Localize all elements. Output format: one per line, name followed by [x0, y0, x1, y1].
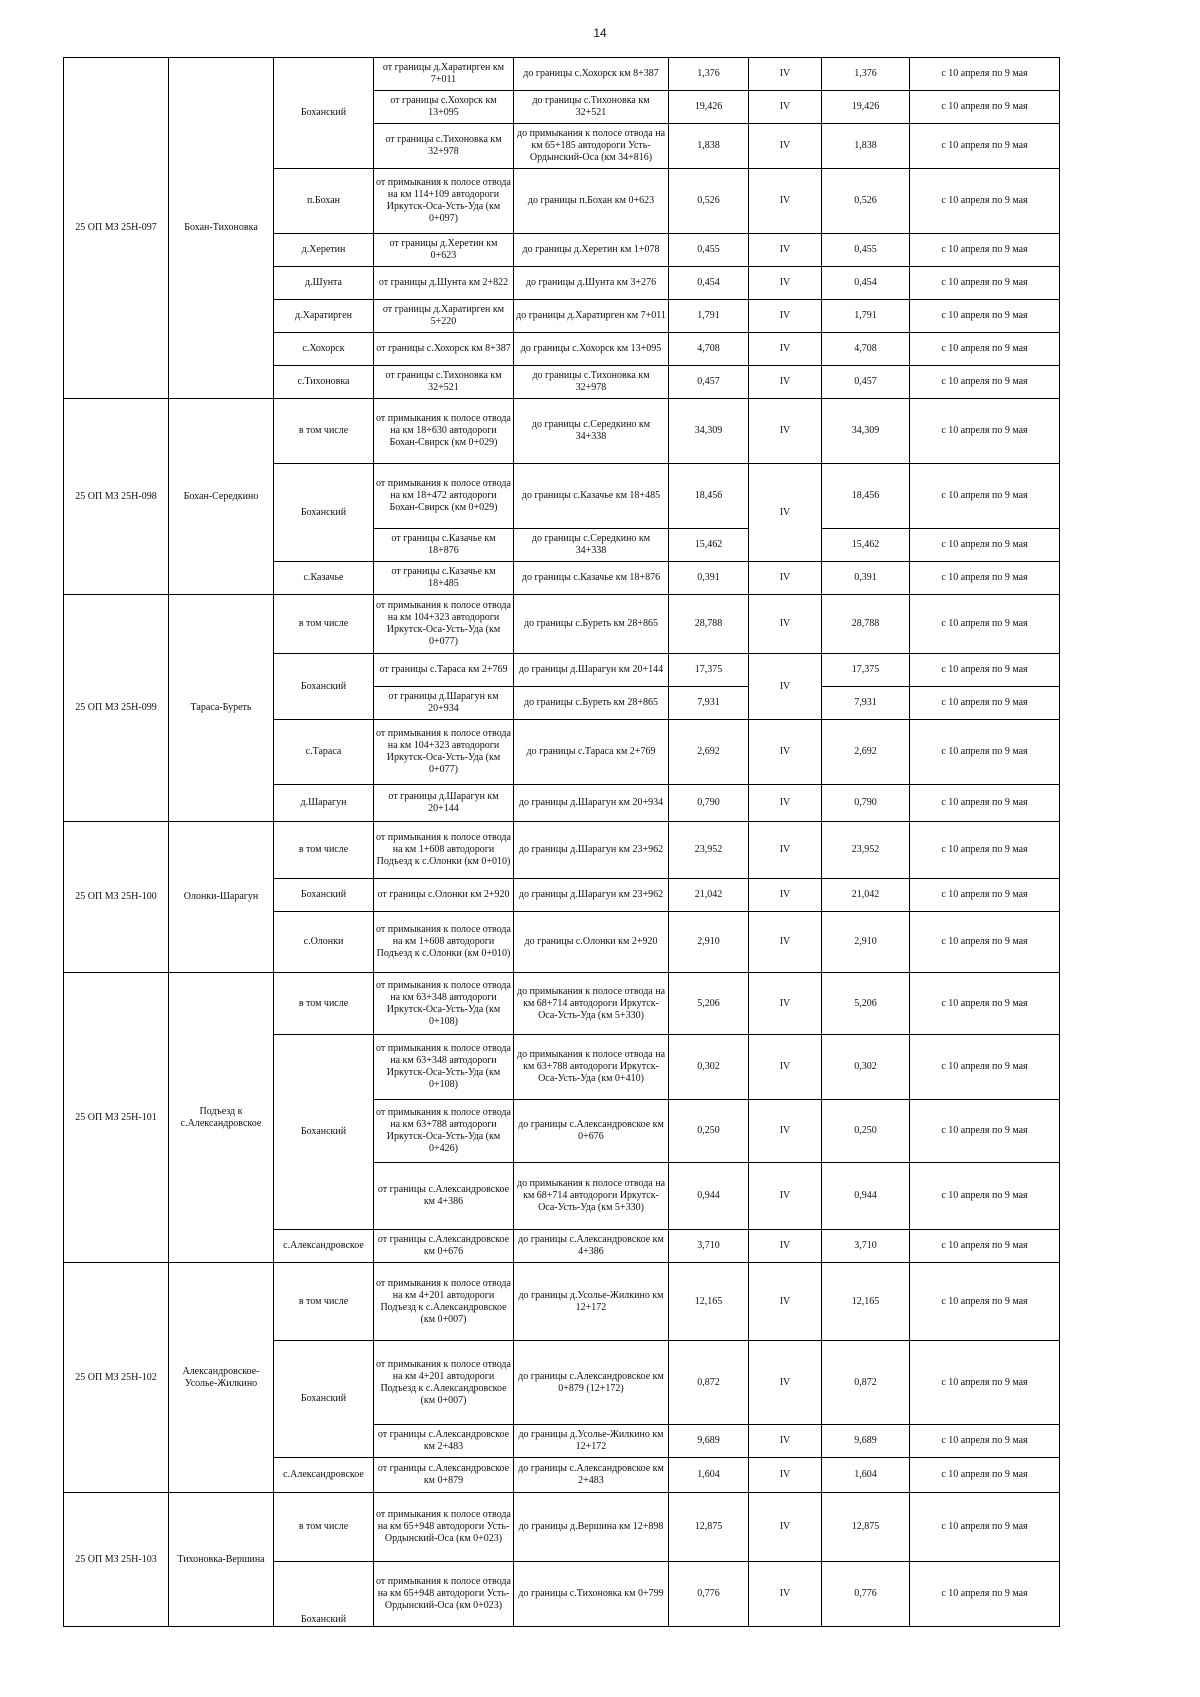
- length-cell: 12,165: [669, 1263, 749, 1341]
- period-cell: с 10 апреля по 9 мая: [910, 1035, 1060, 1100]
- length-cell: 28,788: [669, 595, 749, 654]
- to-cell: до границы д.Херетин км 1+078: [514, 234, 669, 267]
- period-cell: с 10 апреля по 9 мая: [910, 562, 1060, 595]
- from-cell: от границы д.Шарагун км 20+144: [374, 785, 514, 822]
- category-cell: IV: [749, 1230, 822, 1263]
- restricted-length-cell: 0,944: [822, 1163, 910, 1230]
- category-cell: IV: [749, 1341, 822, 1425]
- category-cell: IV: [749, 1493, 822, 1562]
- to-cell: до границы с.Хохорск км 13+095: [514, 333, 669, 366]
- to-cell: до границы с.Александровское км 0+676: [514, 1100, 669, 1163]
- length-cell: 23,952: [669, 822, 749, 879]
- category-cell: IV: [749, 124, 822, 169]
- period-cell: с 10 апреля по 9 мая: [910, 1562, 1060, 1627]
- from-cell: от границы с.Хохорск км 8+387: [374, 333, 514, 366]
- area-cell: с.Хохорск: [274, 333, 374, 366]
- restricted-length-cell: 1,376: [822, 58, 910, 91]
- to-cell: до границы с.Буреть км 28+865: [514, 687, 669, 720]
- road-name-cell: Александровское-Усолье-Жилкино: [169, 1263, 274, 1493]
- area-cell: с.Тихоновка: [274, 366, 374, 399]
- from-cell: от границы д.Шарагун км 20+934: [374, 687, 514, 720]
- category-cell: IV: [749, 785, 822, 822]
- from-cell: от примыкания к полосе отвода на км 18+630 автодороги Бохан-Свирск (км 0+029): [374, 399, 514, 464]
- table-row: [64, 973, 1060, 1035]
- area-cell: Боханский: [274, 58, 374, 169]
- page-number: 14: [593, 26, 607, 40]
- to-cell: до границы с.Буреть км 28+865: [514, 595, 669, 654]
- from-cell: от границы с.Олонки км 2+920: [374, 879, 514, 912]
- restricted-length-cell: 28,788: [822, 595, 910, 654]
- to-cell: до границы д.Шарагун км 23+962: [514, 879, 669, 912]
- area-cell: Боханский: [274, 654, 374, 720]
- restricted-length-cell: 18,456: [822, 464, 910, 529]
- from-cell: от границы д.Харатирген км 5+220: [374, 300, 514, 333]
- category-cell: IV: [749, 399, 822, 464]
- category-cell: IV: [749, 912, 822, 973]
- from-cell: от примыкания к полосе отвода на км 63+788 автодороги Иркутск-Оса-Усть-Уда (км 0+426): [374, 1100, 514, 1163]
- to-cell: до границы с.Олонки км 2+920: [514, 912, 669, 973]
- restricted-length-cell: 0,250: [822, 1100, 910, 1163]
- area-cell: в том числе: [274, 822, 374, 879]
- to-cell: до границы п.Бохан км 0+623: [514, 169, 669, 234]
- restricted-length-cell: 1,604: [822, 1458, 910, 1493]
- restricted-length-cell: 9,689: [822, 1425, 910, 1458]
- to-cell: до границы с.Хохорск км 8+387: [514, 58, 669, 91]
- length-cell: 7,931: [669, 687, 749, 720]
- to-cell: до границы с.Казачье км 18+876: [514, 562, 669, 595]
- restricted-length-cell: 17,375: [822, 654, 910, 687]
- category-cell: IV: [749, 267, 822, 300]
- period-cell: с 10 апреля по 9 мая: [910, 399, 1060, 464]
- area-cell: в том числе: [274, 595, 374, 654]
- restricted-length-cell: 15,462: [822, 529, 910, 562]
- period-cell: с 10 апреля по 9 мая: [910, 1425, 1060, 1458]
- area-cell: Боханский: [274, 1341, 374, 1458]
- to-cell: до примыкания к полосе отвода на км 65+185 автодороги Усть-Ордынский-Оса (км 34+816): [514, 124, 669, 169]
- length-cell: 21,042: [669, 879, 749, 912]
- period-cell: с 10 апреля по 9 мая: [910, 879, 1060, 912]
- length-cell: 0,790: [669, 785, 749, 822]
- category-cell: IV: [749, 333, 822, 366]
- restricted-length-cell: 12,875: [822, 1493, 910, 1562]
- from-cell: от примыкания к полосе отвода на км 63+348 автодороги Иркутск-Оса-Усть-Уда (км 0+108): [374, 1035, 514, 1100]
- to-cell: до границы с.Тихоновка км 32+521: [514, 91, 669, 124]
- area-cell: с.Александровское: [274, 1230, 374, 1263]
- road-name-cell: Тараса-Буреть: [169, 595, 274, 822]
- from-cell: от примыкания к полосе отвода на км 1+608 автодороги Подъезд к с.Олонки (км 0+010): [374, 912, 514, 973]
- road-name-cell: Подъезд к с.Александровское: [169, 973, 274, 1263]
- restricted-length-cell: 1,791: [822, 300, 910, 333]
- area-cell: с.Тараса: [274, 720, 374, 785]
- from-cell: от примыкания к полосе отвода на км 4+201 автодороги Подъезд к с.Александровское (км 0+007): [374, 1263, 514, 1341]
- restricted-length-cell: 34,309: [822, 399, 910, 464]
- restricted-length-cell: 5,206: [822, 973, 910, 1035]
- length-cell: 0,250: [669, 1100, 749, 1163]
- length-cell: 17,375: [669, 654, 749, 687]
- area-cell: Боханский: [274, 1035, 374, 1230]
- from-cell: от примыкания к полосе отвода на км 104+323 автодороги Иркутск-Оса-Усть-Уда (км 0+077): [374, 720, 514, 785]
- category-cell: IV: [749, 562, 822, 595]
- area-cell: с.Казачье: [274, 562, 374, 595]
- length-cell: 9,689: [669, 1425, 749, 1458]
- category-cell: IV: [749, 1100, 822, 1163]
- period-cell: с 10 апреля по 9 мая: [910, 687, 1060, 720]
- category-cell: IV: [749, 300, 822, 333]
- area-cell: п.Бохан: [274, 169, 374, 234]
- restricted-length-cell: 0,457: [822, 366, 910, 399]
- area-cell: Боханский: [274, 879, 374, 912]
- period-cell: с 10 апреля по 9 мая: [910, 333, 1060, 366]
- from-cell: от примыкания к полосе отвода на км 4+201 автодороги Подъезд к с.Александровское (км 0+007): [374, 1341, 514, 1425]
- road-name-cell: Олонки-Шарагун: [169, 822, 274, 973]
- category-cell: IV: [749, 1035, 822, 1100]
- category-cell: IV: [749, 234, 822, 267]
- restricted-length-cell: 19,426: [822, 91, 910, 124]
- to-cell: до границы с.Александровское км 2+483: [514, 1458, 669, 1493]
- area-cell: Боханский: [274, 464, 374, 562]
- period-cell: с 10 апреля по 9 мая: [910, 654, 1060, 687]
- category-cell: IV: [749, 654, 822, 720]
- period-cell: с 10 апреля по 9 мая: [910, 973, 1060, 1035]
- length-cell: 0,526: [669, 169, 749, 234]
- restricted-length-cell: 0,526: [822, 169, 910, 234]
- period-cell: с 10 апреля по 9 мая: [910, 1341, 1060, 1425]
- from-cell: от границы с.Тихоновка км 32+978: [374, 124, 514, 169]
- period-cell: с 10 апреля по 9 мая: [910, 267, 1060, 300]
- period-cell: с 10 апреля по 9 мая: [910, 1100, 1060, 1163]
- length-cell: 0,776: [669, 1562, 749, 1627]
- restricted-length-cell: 3,710: [822, 1230, 910, 1263]
- road-code-cell: 25 ОП МЗ 25Н-097: [64, 58, 169, 399]
- from-cell: от границы с.Александровское км 2+483: [374, 1425, 514, 1458]
- restricted-length-cell: 2,692: [822, 720, 910, 785]
- period-cell: с 10 апреля по 9 мая: [910, 1493, 1060, 1562]
- from-cell: от границы д.Шунта км 2+822: [374, 267, 514, 300]
- period-cell: с 10 апреля по 9 мая: [910, 234, 1060, 267]
- restricted-length-cell: 0,455: [822, 234, 910, 267]
- restricted-length-cell: 0,776: [822, 1562, 910, 1627]
- category-cell: IV: [749, 1263, 822, 1341]
- length-cell: 3,710: [669, 1230, 749, 1263]
- category-cell: IV: [749, 973, 822, 1035]
- area-cell: в том числе: [274, 399, 374, 464]
- from-cell: от границы с.Александровское км 0+676: [374, 1230, 514, 1263]
- length-cell: 19,426: [669, 91, 749, 124]
- from-cell: от примыкания к полосе отвода на км 63+348 автодороги Иркутск-Оса-Усть-Уда (км 0+108): [374, 973, 514, 1035]
- category-cell: IV: [749, 822, 822, 879]
- from-cell: от примыкания к полосе отвода на км 114+109 автодороги Иркутск-Оса-Усть-Уда (км 0+097): [374, 169, 514, 234]
- period-cell: с 10 апреля по 9 мая: [910, 912, 1060, 973]
- length-cell: 18,456: [669, 464, 749, 529]
- restricted-length-cell: 12,165: [822, 1263, 910, 1341]
- length-cell: 0,391: [669, 562, 749, 595]
- to-cell: до границы с.Середкино км 34+338: [514, 399, 669, 464]
- area-cell: д.Харатирген: [274, 300, 374, 333]
- to-cell: до границы с.Тараса км 2+769: [514, 720, 669, 785]
- to-cell: до границы д.Вершина км 12+898: [514, 1493, 669, 1562]
- length-cell: 1,376: [669, 58, 749, 91]
- period-cell: с 10 апреля по 9 мая: [910, 1263, 1060, 1341]
- to-cell: до границы с.Середкино км 34+338: [514, 529, 669, 562]
- road-code-cell: 25 ОП МЗ 25Н-103: [64, 1493, 169, 1627]
- category-cell: IV: [749, 1163, 822, 1230]
- length-cell: 0,457: [669, 366, 749, 399]
- length-cell: 4,708: [669, 333, 749, 366]
- to-cell: до границы д.Шарагун км 20+934: [514, 785, 669, 822]
- from-cell: от границы с.Тихоновка км 32+521: [374, 366, 514, 399]
- road-code-cell: 25 ОП МЗ 25Н-101: [64, 973, 169, 1263]
- to-cell: до примыкания к полосе отвода на км 63+788 автодороги Иркутск-Оса-Усть-Уда (км 0+410): [514, 1035, 669, 1100]
- length-cell: 0,302: [669, 1035, 749, 1100]
- from-cell: от границы с.Тараса км 2+769: [374, 654, 514, 687]
- length-cell: 0,455: [669, 234, 749, 267]
- area-cell: в том числе: [274, 973, 374, 1035]
- area-cell: Боханский: [274, 1562, 374, 1627]
- to-cell: до границы д.Шарагун км 23+962: [514, 822, 669, 879]
- area-cell: в том числе: [274, 1493, 374, 1562]
- category-cell: IV: [749, 720, 822, 785]
- from-cell: от границы с.Александровское км 4+386: [374, 1163, 514, 1230]
- from-cell: от границы д.Харатирген км 7+011: [374, 58, 514, 91]
- length-cell: 5,206: [669, 973, 749, 1035]
- to-cell: до границы с.Тихоновка км 32+978: [514, 366, 669, 399]
- restricted-length-cell: 0,391: [822, 562, 910, 595]
- length-cell: 0,454: [669, 267, 749, 300]
- length-cell: 2,692: [669, 720, 749, 785]
- to-cell: до границы с.Тихоновка км 0+799: [514, 1562, 669, 1627]
- to-cell: до примыкания к полосе отвода на км 68+714 автодороги Иркутск-Оса-Усть-Уда (км 5+330): [514, 1163, 669, 1230]
- category-cell: IV: [749, 58, 822, 91]
- from-cell: от границы с.Казачье км 18+876: [374, 529, 514, 562]
- period-cell: с 10 апреля по 9 мая: [910, 58, 1060, 91]
- to-cell: до границы д.Усолье-Жилкино км 12+172: [514, 1263, 669, 1341]
- road-code-cell: 25 ОП МЗ 25Н-099: [64, 595, 169, 822]
- area-cell: д.Херетин: [274, 234, 374, 267]
- period-cell: с 10 апреля по 9 мая: [910, 595, 1060, 654]
- table-row: [64, 595, 1060, 654]
- road-name-cell: Бохан-Середкино: [169, 399, 274, 595]
- period-cell: с 10 апреля по 9 мая: [910, 785, 1060, 822]
- to-cell: до границы с.Казачье км 18+485: [514, 464, 669, 529]
- from-cell: от примыкания к полосе отвода на км 18+472 автодороги Бохан-Свирск (км 0+029): [374, 464, 514, 529]
- period-cell: с 10 апреля по 9 мая: [910, 366, 1060, 399]
- from-cell: от примыкания к полосе отвода на км 1+608 автодороги Подъезд к с.Олонки (км 0+010): [374, 822, 514, 879]
- road-name-cell: Тихоновка-Вершина: [169, 1493, 274, 1627]
- restricted-length-cell: 23,952: [822, 822, 910, 879]
- restricted-length-cell: 4,708: [822, 333, 910, 366]
- area-cell: с.Олонки: [274, 912, 374, 973]
- period-cell: с 10 апреля по 9 мая: [910, 1458, 1060, 1493]
- to-cell: до границы д.Усолье-Жилкино км 12+172: [514, 1425, 669, 1458]
- from-cell: от границы с.Александровское км 0+879: [374, 1458, 514, 1493]
- period-cell: с 10 апреля по 9 мая: [910, 1230, 1060, 1263]
- length-cell: 0,944: [669, 1163, 749, 1230]
- from-cell: от границы д.Херетин км 0+623: [374, 234, 514, 267]
- from-cell: от границы с.Казачье км 18+485: [374, 562, 514, 595]
- restricted-length-cell: 0,872: [822, 1341, 910, 1425]
- period-cell: с 10 апреля по 9 мая: [910, 124, 1060, 169]
- category-cell: IV: [749, 1562, 822, 1627]
- category-cell: IV: [749, 464, 822, 562]
- table-row: [64, 822, 1060, 879]
- road-code-cell: 25 ОП МЗ 25Н-100: [64, 822, 169, 973]
- period-cell: с 10 апреля по 9 мая: [910, 529, 1060, 562]
- restricted-length-cell: 0,454: [822, 267, 910, 300]
- table-row: [64, 1493, 1060, 1562]
- from-cell: от примыкания к полосе отвода на км 65+948 автодороги Усть-Ордынский-Оса (км 0+023): [374, 1493, 514, 1562]
- category-cell: IV: [749, 1425, 822, 1458]
- from-cell: от примыкания к полосе отвода на км 65+948 автодороги Усть-Ордынский-Оса (км 0+023): [374, 1562, 514, 1627]
- restricted-length-cell: 2,910: [822, 912, 910, 973]
- area-cell: д.Шунта: [274, 267, 374, 300]
- period-cell: с 10 апреля по 9 мая: [910, 300, 1060, 333]
- from-cell: от границы с.Хохорск км 13+095: [374, 91, 514, 124]
- length-cell: 1,604: [669, 1458, 749, 1493]
- table-row: [64, 1263, 1060, 1341]
- area-cell: с.Александровское: [274, 1458, 374, 1493]
- length-cell: 15,462: [669, 529, 749, 562]
- table-row: [64, 399, 1060, 464]
- table-row: [64, 58, 1060, 91]
- length-cell: 1,791: [669, 300, 749, 333]
- length-cell: 1,838: [669, 124, 749, 169]
- length-cell: 12,875: [669, 1493, 749, 1562]
- category-cell: IV: [749, 1458, 822, 1493]
- category-cell: IV: [749, 169, 822, 234]
- restricted-length-cell: 7,931: [822, 687, 910, 720]
- from-cell: от примыкания к полосе отвода на км 104+323 автодороги Иркутск-Оса-Усть-Уда (км 0+077): [374, 595, 514, 654]
- to-cell: до границы д.Шунта км 3+276: [514, 267, 669, 300]
- to-cell: до примыкания к полосе отвода на км 68+714 автодороги Иркутск-Оса-Усть-Уда (км 5+330): [514, 973, 669, 1035]
- category-cell: IV: [749, 366, 822, 399]
- restricted-length-cell: 0,302: [822, 1035, 910, 1100]
- period-cell: с 10 апреля по 9 мая: [910, 822, 1060, 879]
- to-cell: до границы д.Харатирген км 7+011: [514, 300, 669, 333]
- period-cell: с 10 апреля по 9 мая: [910, 464, 1060, 529]
- period-cell: с 10 апреля по 9 мая: [910, 720, 1060, 785]
- restricted-length-cell: 1,838: [822, 124, 910, 169]
- restricted-length-cell: 21,042: [822, 879, 910, 912]
- category-cell: IV: [749, 91, 822, 124]
- category-cell: IV: [749, 879, 822, 912]
- to-cell: до границы д.Шарагун км 20+144: [514, 654, 669, 687]
- period-cell: с 10 апреля по 9 мая: [910, 169, 1060, 234]
- road-name-cell: Бохан-Тихоновка: [169, 58, 274, 399]
- period-cell: с 10 апреля по 9 мая: [910, 91, 1060, 124]
- area-cell: д.Шарагун: [274, 785, 374, 822]
- to-cell: до границы с.Александровское км 0+879 (12+172): [514, 1341, 669, 1425]
- road-table: [63, 57, 1060, 1627]
- road-code-cell: 25 ОП МЗ 25Н-102: [64, 1263, 169, 1493]
- category-cell: IV: [749, 595, 822, 654]
- area-cell: в том числе: [274, 1263, 374, 1341]
- period-cell: с 10 апреля по 9 мая: [910, 1163, 1060, 1230]
- restricted-length-cell: 0,790: [822, 785, 910, 822]
- road-code-cell: 25 ОП МЗ 25Н-098: [64, 399, 169, 595]
- length-cell: 0,872: [669, 1341, 749, 1425]
- length-cell: 34,309: [669, 399, 749, 464]
- length-cell: 2,910: [669, 912, 749, 973]
- to-cell: до границы с.Александровское км 4+386: [514, 1230, 669, 1263]
